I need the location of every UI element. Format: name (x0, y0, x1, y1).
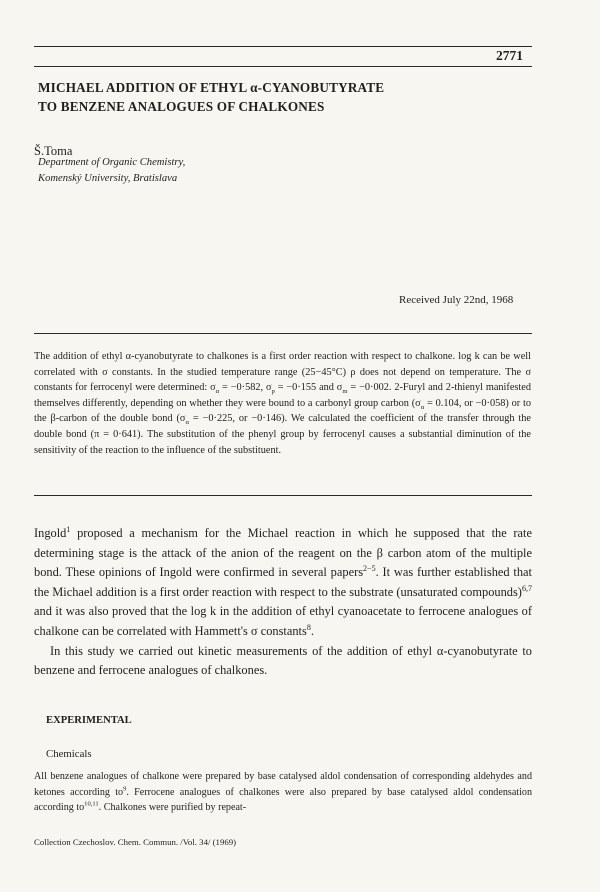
affiliation-department: Department of Organic Chemistry, (38, 157, 186, 168)
affiliation-university: Komenský University, Bratislava (38, 173, 178, 184)
page-number: 2771 (496, 48, 523, 63)
author: Š.Toma (34, 144, 73, 158)
received-date: Received July 22nd, 1968 (399, 294, 514, 306)
header-rule (34, 46, 532, 47)
introduction-text (34, 524, 532, 681)
abstract: The addition of ethyl α-cyanobutyrate to chalkones is a first order reaction with respect to chalkone. log k can be well correlated with σ constants. In the studied temperature range (25−45°C) ρ does not depend on temperature. The σ constants for ferrocenyl were determined: $\sigma_\alpha = -0\cdot 582$, $\sigma_p = -0\cdot 155$ and $\sigma_m = -0\cdot 002$. 2-Furyl and 2-thienyl manifested themselves differently, depending on whether they were bound to a carbonyl group carbon ($\sigma_\alpha = 0.104$, or −0·058) or to the β-carbon of the double bond ($\sigma_\alpha = -0\cdot 225$, or −0·146). We calculated the coefficient of the transfer through the double bond (π = 0·641). The substitution of the phenyl group by ferrocenyl causes a substantial diminution of the sensitivity of the reaction to the influence of the substituent. (34, 351, 531, 456)
intro-paragraph-1: Ingold$^1$ proposed a mechanism for the Michael reaction in which he supposed that the rate determining stage is the attack of the anion of the reagent on the β carbon atom of the multiple bond. These opinions of Ingold were confirmed in several papers$^{2-5}$. It was further established that the Michael addition is a first order reaction with respect to the substrate (unsaturated compounds)$^{6,7}$ and it was also proved that the log k in the addition of ethyl cyanoacetate to ferrocene analogues of chalkone can be correlated with Hammett's σ constants$^8$. (34, 524, 532, 638)
subsection-heading-chemicals: Chemicals (46, 748, 92, 760)
title-line-2: TO BENZENE ANALOGUES OF CHALKONES (38, 99, 325, 114)
section-heading-experimental: EXPERIMENTAL (46, 715, 132, 726)
abstract-bottom-rule (34, 495, 532, 496)
abstract-top-rule (34, 333, 532, 334)
title-line-1: MICHAEL ADDITION OF ETHYL α-CYANOBUTYRATE (38, 80, 385, 95)
journal-footer: Collection Czechoslov. Chem. Commun. /Vol. 34/ (1969) (34, 837, 237, 847)
header-rule-lower (34, 66, 532, 67)
intro-paragraph-2: In this study we carried out kinetic measurements of the addition of ethyl α-cyanobutyrate to benzene and ferrocene analogues of chalkones. (34, 643, 532, 678)
chemicals-paragraph: All benzene analogues of chalkone were prepared by base catalysed aldol condensation of corresponding aldehydes and ketones according $to^9$. Ferrocene analogues of chalkones were also prepared by base catalysed aldol condensation according to$^{10,11}$. Chalkones were purified by repeat- (34, 771, 532, 814)
